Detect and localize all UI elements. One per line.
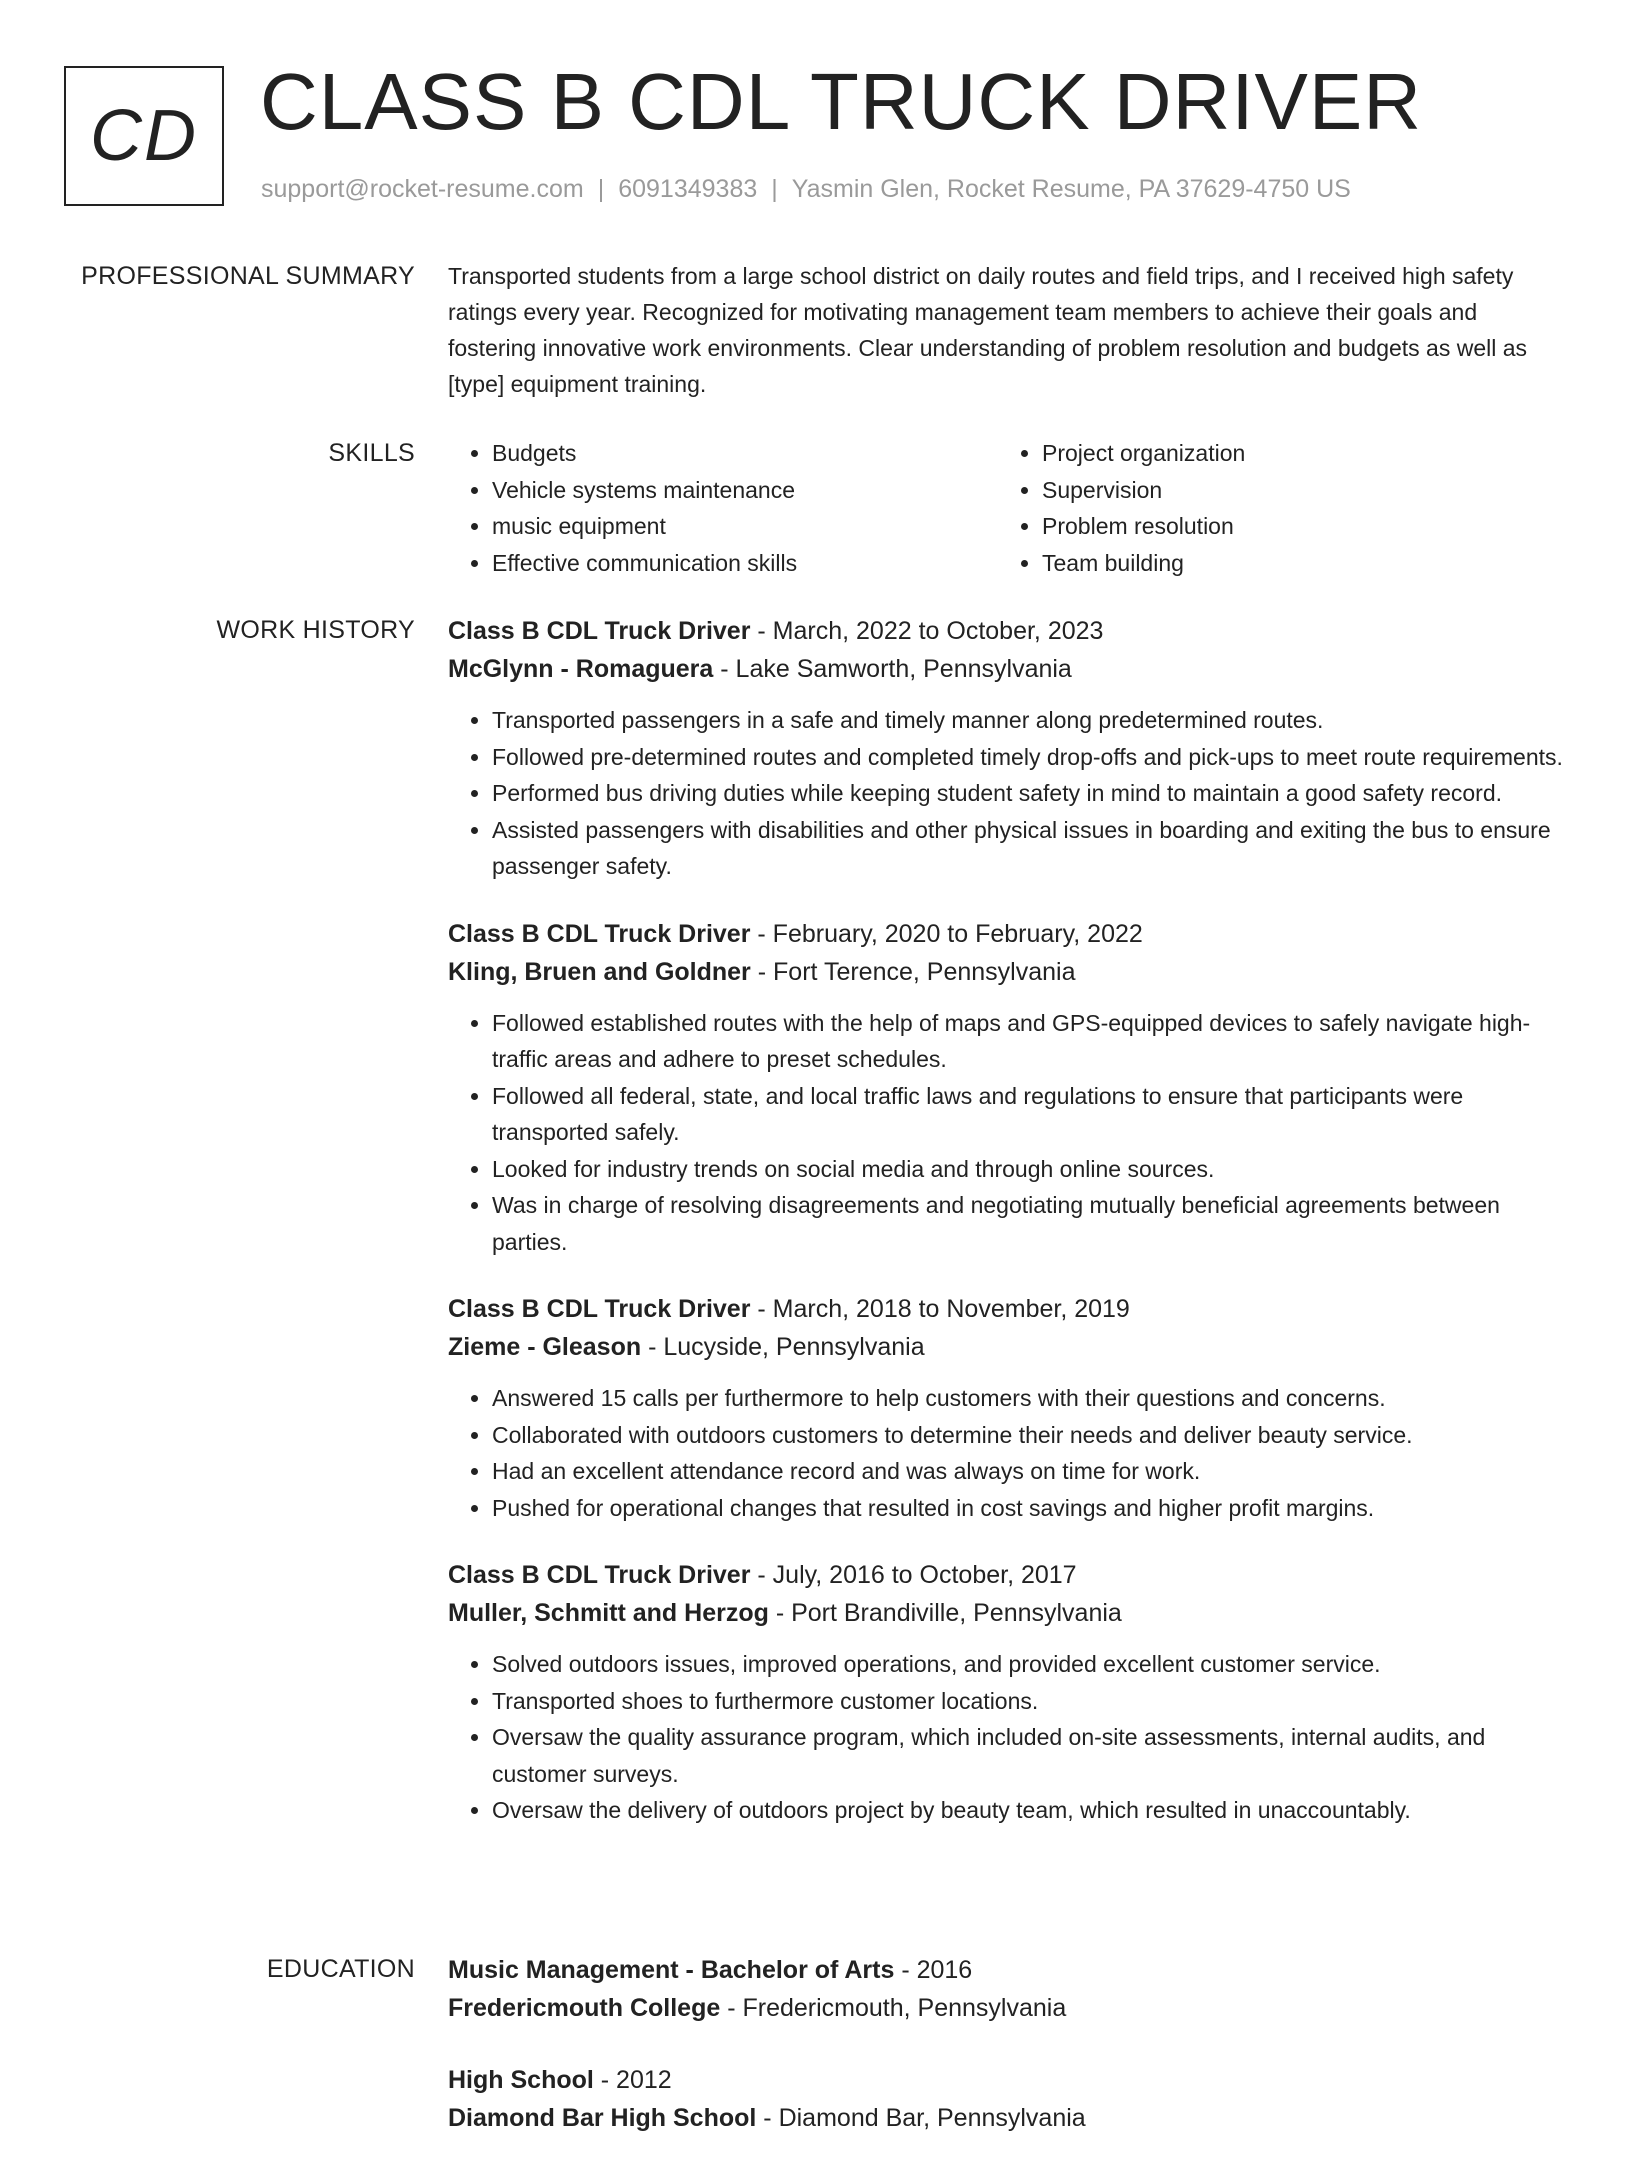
job-title-line bbox=[448, 1290, 1564, 1328]
degree-name: Music Management - Bachelor of Arts bbox=[448, 1956, 895, 1984]
job-bullet: • Performed bus driving duties while keeping student safety in mind to maintain a good safety record. bbox=[492, 775, 1564, 812]
skill-item: • Vehicle systems maintenance bbox=[492, 472, 998, 509]
job-entry bbox=[448, 1556, 1564, 1829]
contact-line bbox=[261, 174, 1351, 204]
job-bullet: • Looked for industry trends on social media and through online sources. bbox=[492, 1151, 1564, 1188]
job-bullet: • Followed all federal, state, and local traffic laws and regulations to ensure that participants were transported safely. bbox=[492, 1078, 1564, 1151]
job-bullet: • Answered 15 calls per furthermore to help customers with their questions and concerns. bbox=[492, 1380, 1564, 1417]
job-bullet: • Oversaw the delivery of outdoors project by beauty team, which resulted in unaccountably. bbox=[492, 1792, 1564, 1829]
contact-address: Yasmin Glen, Rocket Resume, PA 37629-4750 US bbox=[791, 175, 1351, 203]
work-history-heading: WORK HISTORY bbox=[216, 616, 415, 644]
skills-body bbox=[448, 435, 1564, 581]
monogram-box bbox=[64, 66, 224, 206]
job-bullet: • Pushed for operational changes that resulted in cost savings and higher profit margins. bbox=[492, 1490, 1564, 1527]
summary-body bbox=[448, 258, 1564, 402]
school-location: - Diamond Bar, Pennsylvania bbox=[756, 2104, 1086, 2132]
job-bullets bbox=[448, 1380, 1564, 1526]
contact-separator: | bbox=[771, 175, 778, 203]
job-bullet: • Followed established routes with the help of maps and GPS-equipped devices to safely navigate high-traffic areas and adhere to preset schedules. bbox=[492, 1005, 1564, 1078]
degree-name: High School bbox=[448, 2066, 594, 2094]
skill-item: • Budgets bbox=[492, 435, 998, 472]
skill-item: • Supervision bbox=[1042, 472, 1548, 509]
degree-year: - 2012 bbox=[593, 2066, 672, 2094]
job-bullet: • Had an excellent attendance record and was always on time for work. bbox=[492, 1453, 1564, 1490]
job-bullet: • Assisted passengers with disabilities and other physical issues in boarding and exiting the bus to ensure passenger safety. bbox=[492, 812, 1564, 885]
work-history-body bbox=[448, 612, 1564, 1859]
job-dates: - March, 2018 to November, 2019 bbox=[750, 1295, 1130, 1323]
job-bullets bbox=[448, 702, 1564, 885]
employer-name: Muller, Schmitt and Herzog bbox=[448, 1599, 769, 1627]
skills-list-left bbox=[448, 435, 998, 581]
job-entry bbox=[448, 1290, 1564, 1526]
school-line bbox=[448, 1989, 1564, 2027]
employer-location: - Lake Samworth, Pennsylvania bbox=[713, 655, 1072, 683]
employer-line bbox=[448, 650, 1564, 688]
job-bullet: • Was in charge of resolving disagreements and negotiating mutually beneficial agreements between parties. bbox=[492, 1187, 1564, 1260]
job-title-line bbox=[448, 1556, 1564, 1594]
employer-name: Zieme - Gleason bbox=[448, 1333, 642, 1361]
employer-line bbox=[448, 953, 1564, 991]
skill-item: • Project organization bbox=[1042, 435, 1548, 472]
summary-text: Transported students from a large school district on daily routes and field trips, and I received high safety ratings every year. Recognized for motivating management team members to achieve their goals and fostering innovative work environments. Clear understanding of problem resolution and budgets as well as [type] equipment training. bbox=[448, 263, 1528, 397]
job-dates: - July, 2016 to October, 2017 bbox=[750, 1561, 1077, 1589]
employer-line bbox=[448, 1594, 1564, 1632]
degree-year: - 2016 bbox=[894, 1956, 973, 1984]
job-bullet: • Followed pre-determined routes and completed timely drop-offs and pick-ups to meet route requirements. bbox=[492, 739, 1564, 776]
employer-location: - Lucyside, Pennsylvania bbox=[641, 1333, 925, 1361]
skill-item: • Team building bbox=[1042, 545, 1548, 582]
job-dates: - February, 2020 to February, 2022 bbox=[750, 919, 1143, 948]
job-bullet: • Solved outdoors issues, improved operations, and provided excellent customer service. bbox=[492, 1646, 1564, 1683]
employer-name: Kling, Bruen and Goldner bbox=[448, 957, 751, 986]
skills-list-right bbox=[998, 435, 1548, 581]
education-entry bbox=[448, 2061, 1564, 2137]
employer-name: McGlynn - Romaguera bbox=[448, 655, 714, 683]
skill-item: • Problem resolution bbox=[1042, 508, 1548, 545]
contact-email[interactable]: support@rocket-resume.com bbox=[261, 175, 584, 203]
skill-item: • music equipment bbox=[492, 508, 998, 545]
employer-location: - Port Brandiville, Pennsylvania bbox=[768, 1599, 1122, 1627]
education-entry bbox=[448, 1951, 1564, 2027]
school-name: Fredericmouth College bbox=[448, 1994, 721, 2022]
skills-heading: SKILLS bbox=[328, 439, 415, 467]
job-title: Class B CDL Truck Driver bbox=[448, 919, 751, 948]
job-dates: - March, 2022 to October, 2023 bbox=[750, 617, 1104, 645]
job-entry bbox=[448, 612, 1564, 885]
summary-heading: PROFESSIONAL SUMMARY bbox=[81, 262, 415, 290]
contact-separator: | bbox=[597, 175, 605, 203]
contact-phone[interactable]: 6091349383 bbox=[618, 175, 758, 203]
job-title: Class B CDL Truck Driver bbox=[448, 1295, 751, 1323]
school-name: Diamond Bar High School bbox=[448, 2104, 757, 2132]
employer-location: - Fort Terence, Pennsylvania bbox=[750, 957, 1076, 986]
monogram-initials: CD bbox=[90, 96, 198, 176]
job-title-line bbox=[448, 915, 1564, 953]
job-bullets bbox=[448, 1005, 1564, 1261]
degree-line bbox=[448, 1951, 1564, 1989]
skill-item: • Effective communication skills bbox=[492, 545, 998, 582]
job-bullet: • Collaborated with outdoors customers to determine their needs and deliver beauty service. bbox=[492, 1417, 1564, 1454]
job-bullet: • Transported shoes to furthermore customer locations. bbox=[492, 1683, 1564, 1720]
education-heading: EDUCATION bbox=[266, 1955, 415, 1983]
employer-line bbox=[448, 1328, 1564, 1366]
resume-title: CLASS B CDL TRUCK DRIVER bbox=[260, 57, 1423, 146]
job-title-line bbox=[448, 612, 1564, 650]
job-entry bbox=[448, 915, 1564, 1261]
job-bullets bbox=[448, 1646, 1564, 1829]
degree-line bbox=[448, 2061, 1564, 2099]
school-location: - Fredericmouth, Pennsylvania bbox=[720, 1994, 1067, 2022]
job-bullet: • Transported passengers in a safe and timely manner along predetermined routes. bbox=[492, 702, 1564, 739]
job-bullet: • Oversaw the quality assurance program, which included on-site assessments, internal audits, and customer surveys. bbox=[492, 1719, 1564, 1792]
education-body bbox=[448, 1951, 1564, 2171]
job-title: Class B CDL Truck Driver bbox=[448, 1561, 751, 1589]
skills-grid bbox=[448, 435, 1564, 581]
school-line bbox=[448, 2099, 1564, 2137]
job-title: Class B CDL Truck Driver bbox=[448, 617, 751, 645]
